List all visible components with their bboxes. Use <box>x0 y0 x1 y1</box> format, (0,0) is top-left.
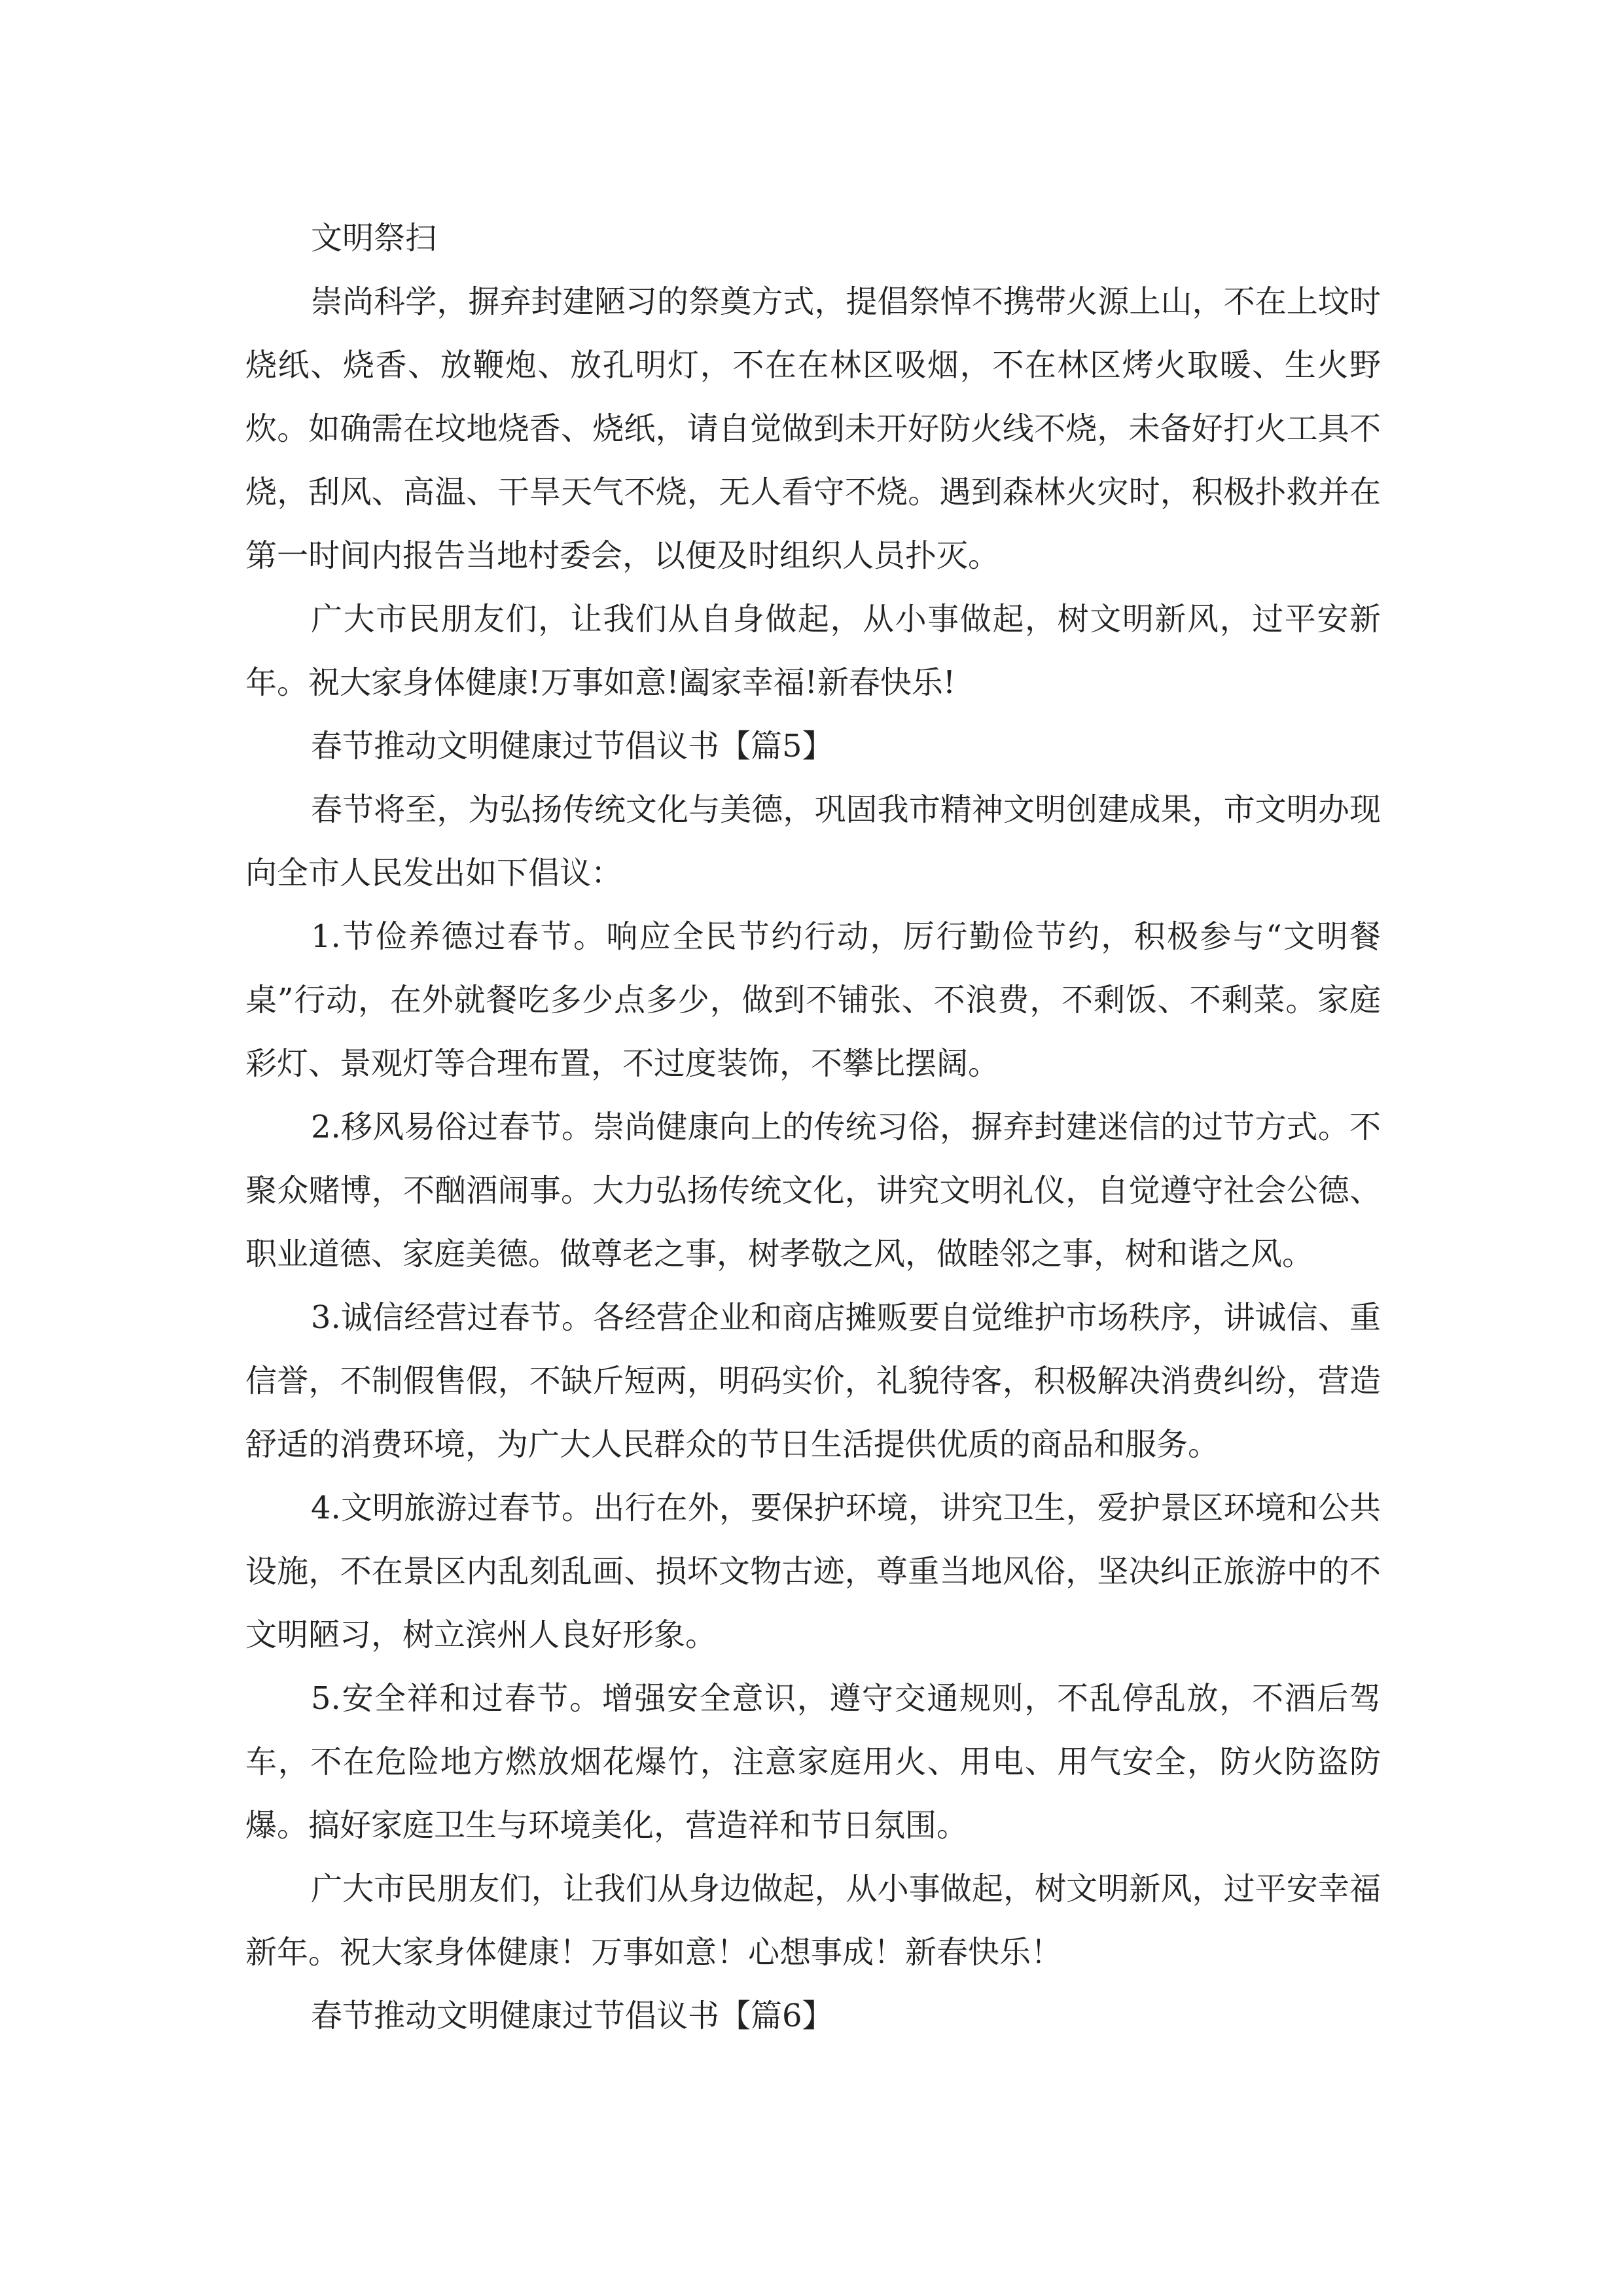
section-heading-part-5: 春节推动文明健康过节倡议书【篇5】 <box>311 728 834 764</box>
paragraph-item-4: 4.文明旅游过春节。出行在外，要保护环境，讲究卫生，爱护景区环境和公共设施，不在景区内乱刻乱画、损坏文物古迹，尊重当地风俗，坚决纠正旅游中的不文明陋习，树立滨州人良好形象。 <box>245 1490 1381 1653</box>
paragraph-closing-greeting-2: 广大市民朋友们，让我们从身边做起，从小事做起，树文明新风，过平安幸福新年。祝大家身体健康！万事如意！心想事成！新春快乐！ <box>245 1871 1381 1971</box>
section-heading-part-6: 春节推动文明健康过节倡议书【篇6】 <box>311 1998 834 2034</box>
paragraph-item-1: 1.节俭养德过春节。响应全民节约行动，厉行勤俭节约，积极参与“文明餐桌”行动，在外就餐吃多少点多少，做到不铺张、不浪费，不剩饭、不剩菜。家庭彩灯、景观灯等合理布置，不过度装饰，不攀比摆阔。 <box>245 918 1381 1082</box>
paragraph-closing-greeting: 广大市民朋友们，让我们从自身做起，从小事做起，树文明新风，过平安新年。祝大家身体健康!万事如意!阖家幸福!新春快乐! <box>245 601 1381 701</box>
paragraph-item-5: 5.安全祥和过春节。增强安全意识，遵守交通规则，不乱停乱放，不酒后驾车，不在危险地方燃放烟花爆竹，注意家庭用火、用电、用气安全，防火防盗防爆。搞好家庭卫生与环境美化，营造祥和节日氛围。 <box>245 1680 1381 1844</box>
document-body <box>245 207 1381 2048</box>
paragraph-fire-safety: 崇尚科学，摒弃封建陋习的祭奠方式，提倡祭悼不携带火源上山，不在上坟时烧纸、烧香、放鞭炮、放孔明灯，不在在林区吸烟，不在林区烤火取暖、生火野炊。如确需在坟地烧香、烧纸，请自觉做到未开好防火线不烧，未备好打火工具不烧，刮风、高温、干旱天气不烧，无人看守不烧。遇到森林火灾时，积极扑救并在第一时间内报告当地村委会，以便及时组织人员扑灭。 <box>245 283 1381 574</box>
paragraph-item-2: 2.移风易俗过春节。崇尚健康向上的传统习俗，摒弃封建迷信的过节方式。不聚众赌博，不酗酒闹事。大力弘扬传统文化，讲究文明礼仪，自觉遵守社会公德、职业道德、家庭美德。做尊老之事，树孝敬之风，做睦邻之事，树和谐之风。 <box>245 1109 1381 1272</box>
paragraph-item-3: 3.诚信经营过春节。各经营企业和商店摊贩要自觉维护市场秩序，讲诚信、重信誉，不制假售假，不缺斤短两，明码实价，礼貌待客，积极解决消费纠纷，营造舒适的消费环境，为广大人民群众的节日生活提供优质的商品和服务。 <box>245 1299 1381 1463</box>
paragraph-intro: 春节将至，为弘扬传统文化与美德，巩固我市精神文明创建成果，市文明办现向全市人民发出如下倡议： <box>245 791 1381 891</box>
section-heading-civilized-sweeping: 文明祭扫 <box>311 220 437 257</box>
